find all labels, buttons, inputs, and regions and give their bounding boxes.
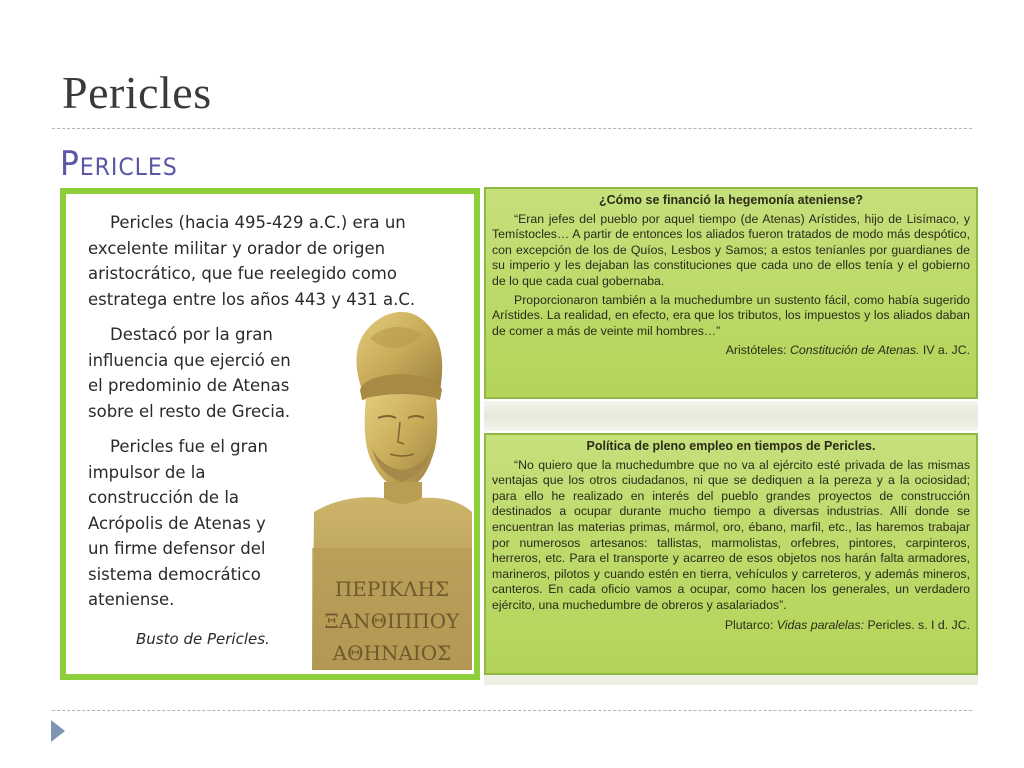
- hegemony-financing-box: [484, 187, 978, 399]
- box1-source: [492, 343, 970, 359]
- biography-paragraph-3: Pericles fue el gran impulsor de la construcción de la Acrópolis de Atenas y un firme defensor del sistema democrático ateniense.: [88, 437, 268, 609]
- bust-caption: Busto de Pericles.: [136, 630, 270, 648]
- box1-source-work: Constitución de Atenas.: [789, 343, 920, 358]
- box1-title: ¿Cómo se financió la hegemonía ateniense?: [599, 193, 863, 207]
- inscription-line-1: ΠΕΡΙΚΛΗΣ: [334, 577, 450, 601]
- play-triangle-icon[interactable]: [51, 720, 65, 742]
- footer-divider: [52, 710, 972, 711]
- page-gap: [484, 401, 978, 431]
- page-bottom-strip: [484, 675, 978, 685]
- box2-source-date: Pericles. s. I d. JC.: [867, 617, 970, 632]
- inscription-line-2: ΞΑΝΘΙΠΠΟΥ: [324, 609, 460, 633]
- box2-title: Política de pleno empleo en tiempos de Pericles.: [586, 439, 876, 453]
- biography-paragraph-1: Pericles (hacia 495-429 a.C.) era un excelente militar y orador de origen aristocrático, que fue reelegido como estratega entre los años 443 y 431 a.C.: [88, 213, 416, 309]
- box2-source: [492, 618, 970, 634]
- inscription-line-3: ΑΘΗΝΑΙΟΣ: [332, 641, 452, 665]
- page-heading: Pericles: [60, 144, 178, 184]
- box2-source-author: Plutarco:: [724, 617, 774, 632]
- box1-paragraph-1: “Eran jefes del pueblo por aquel tiempo (de Atenas) Arístides, hijo de Lisímaco, y Temístocles… A partir de entonces los aliados fueron tratados de modo más despótico, con excepción de los de Quíos, Lesbos y Samos; a estos teníanles por guardianes de su imperio y les dejaban las constituciones que cada uno de ellos tenía y el gobierno de lo que cada cual gobernaba.: [492, 211, 970, 288]
- box2-source-work: Vidas paralelas:: [776, 617, 865, 632]
- box1-source-date: IV a. JC.: [922, 343, 970, 358]
- slide-title: Pericles: [62, 67, 212, 118]
- title-divider: [52, 128, 972, 129]
- scanned-page: [54, 140, 984, 685]
- biography-box: [60, 188, 480, 680]
- biography-paragraph-2: Destacó por la gran influencia que ejerció en el predominio de Atenas sobre el resto de Grecia.: [88, 325, 291, 421]
- full-employment-box: [484, 433, 978, 675]
- pericles-bust-image: [304, 298, 474, 670]
- box1-paragraph-2: Proporcionaron también a la muchedumbre un sustento fácil, como había sugerido Arístides. La realidad, en efecto, era que los tributos, los impuestos y los aliados daban de comer a más de veinte mil hombres…”: [492, 292, 970, 338]
- box2-paragraph-1: “No quiero que la muchedumbre que no va al ejército esté privada de las mismas ventajas que los otros ciudadanos, ni que se dediquen a la pereza y a la ociosidad; para ello he realizado en interés del pueblo grandes proyectos de construcción destinados a ocupar durante mucho tiempo a diversas industrias. Allí donde se encuentran las materias primas, mármol, oro, ébano, marfil, etc., las haremos trabajar por numerosos artesanos: tallistas, marmolistas, orfebres, pintores, carpinteros, herreros, etc. Para el transporte y acarreo de esos objetos nos harán falta armadores, marineros, pilotos y cuando estén en tierra, vehículos y carreteros, y además mineros, canteros. En cada oficio vamos a ocupar, como hacen los generales, un verdadero ejército, una muchedumbre de obreros y asalariados”.: [492, 457, 970, 612]
- box1-source-author: Aristóteles:: [725, 343, 787, 358]
